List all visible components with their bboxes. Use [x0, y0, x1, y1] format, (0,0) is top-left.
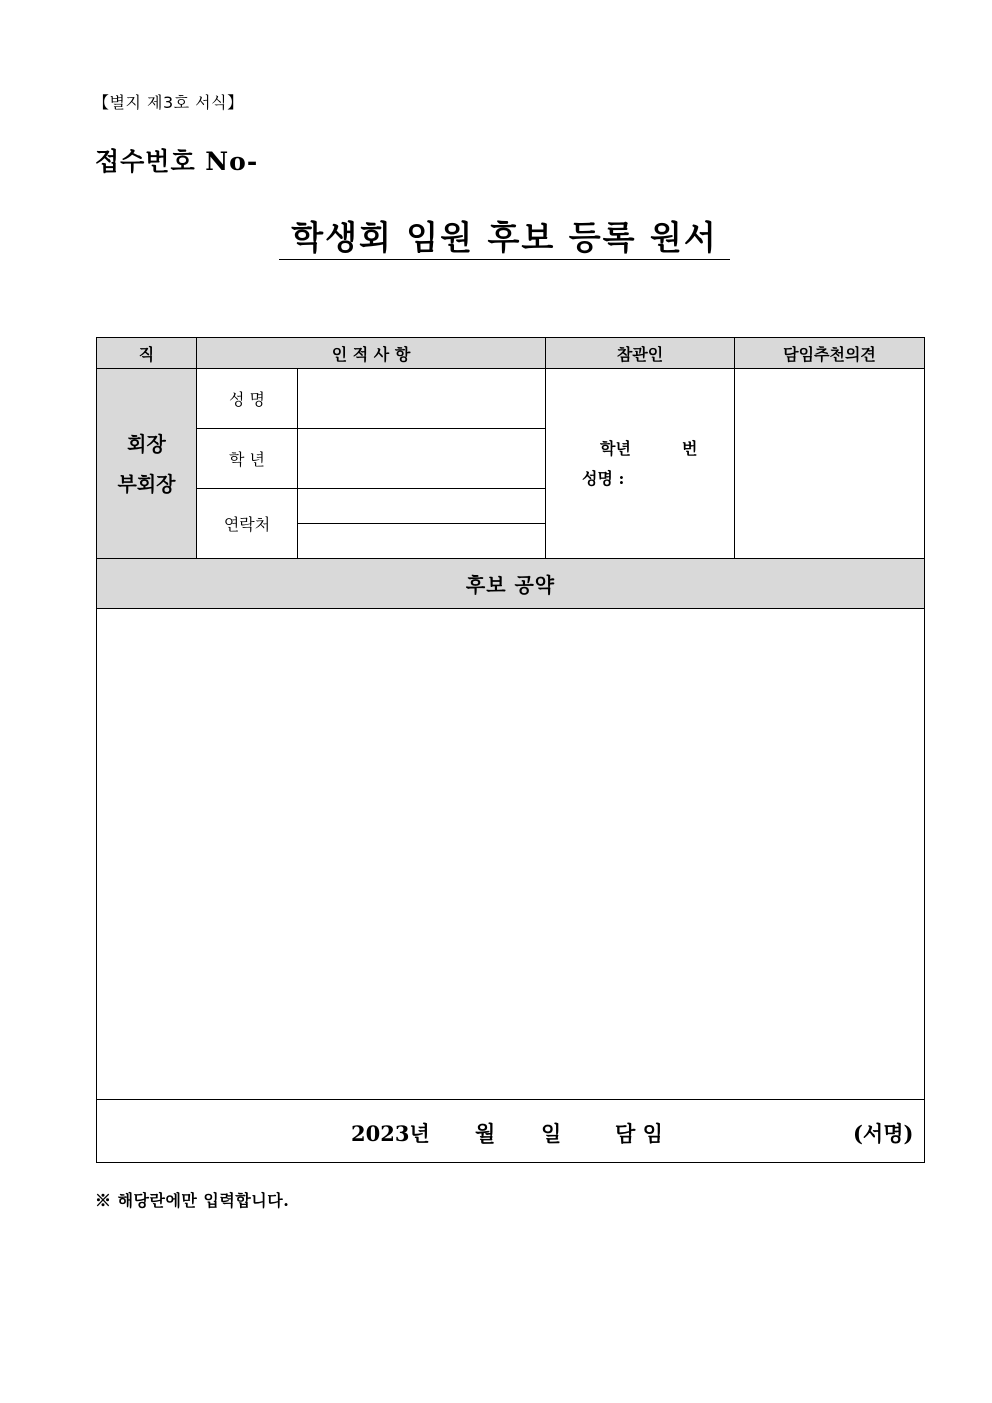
application-table [96, 337, 925, 1163]
witness-grade-line [546, 434, 734, 464]
name-row [97, 369, 925, 429]
contact-input-cell-1[interactable] [298, 489, 546, 524]
document-title: 학생회 임원 후보 등록 원서 [279, 219, 730, 260]
witness-cell[interactable] [546, 369, 735, 559]
pledge-body-row [97, 609, 925, 1100]
footnote: ※ 해당란에만 입력합니다. [95, 1191, 290, 1210]
pledge-header-row [97, 559, 925, 609]
signature-teacher: 담 임 [615, 1121, 663, 1146]
signature-year: 2023년 [351, 1121, 430, 1146]
signature-month: 월 [475, 1121, 496, 1146]
header-position: 직 [97, 338, 197, 369]
signature-line [97, 1100, 924, 1162]
witness-name-label: 성명 : [582, 468, 625, 488]
witness-number-label: 번 [682, 438, 698, 458]
contact-label: 연락처 [197, 489, 298, 559]
form-label: 【별지 제3호 서식】 [93, 93, 244, 112]
name-label: 성 명 [197, 369, 298, 429]
header-teacher-opinion: 담임추천의견 [735, 338, 925, 369]
name-input-cell[interactable] [298, 369, 546, 429]
position-cell [97, 369, 197, 559]
receipt-number: 접수번호 No- [95, 147, 259, 176]
witness-grade-label: 학년 [600, 438, 631, 458]
signature-row [97, 1100, 925, 1163]
signature-day: 일 [541, 1121, 562, 1146]
position-vice-president: 부회장 [117, 471, 176, 496]
position-president: 회장 [127, 431, 166, 456]
contact-input-cell-2[interactable] [298, 524, 546, 559]
signature-cell [97, 1100, 925, 1163]
header-personal-info: 인 적 사 항 [197, 338, 546, 369]
grade-input-cell[interactable] [298, 429, 546, 489]
pledge-input-area[interactable] [97, 609, 925, 1100]
pledge-header: 후보 공약 [97, 559, 925, 609]
witness-name-line [546, 464, 734, 494]
signature-sign[interactable]: (서명) [853, 1121, 914, 1146]
header-witness: 참관인 [546, 338, 735, 369]
grade-label: 학 년 [197, 429, 298, 489]
teacher-opinion-cell[interactable] [735, 369, 925, 559]
header-row [97, 338, 925, 369]
